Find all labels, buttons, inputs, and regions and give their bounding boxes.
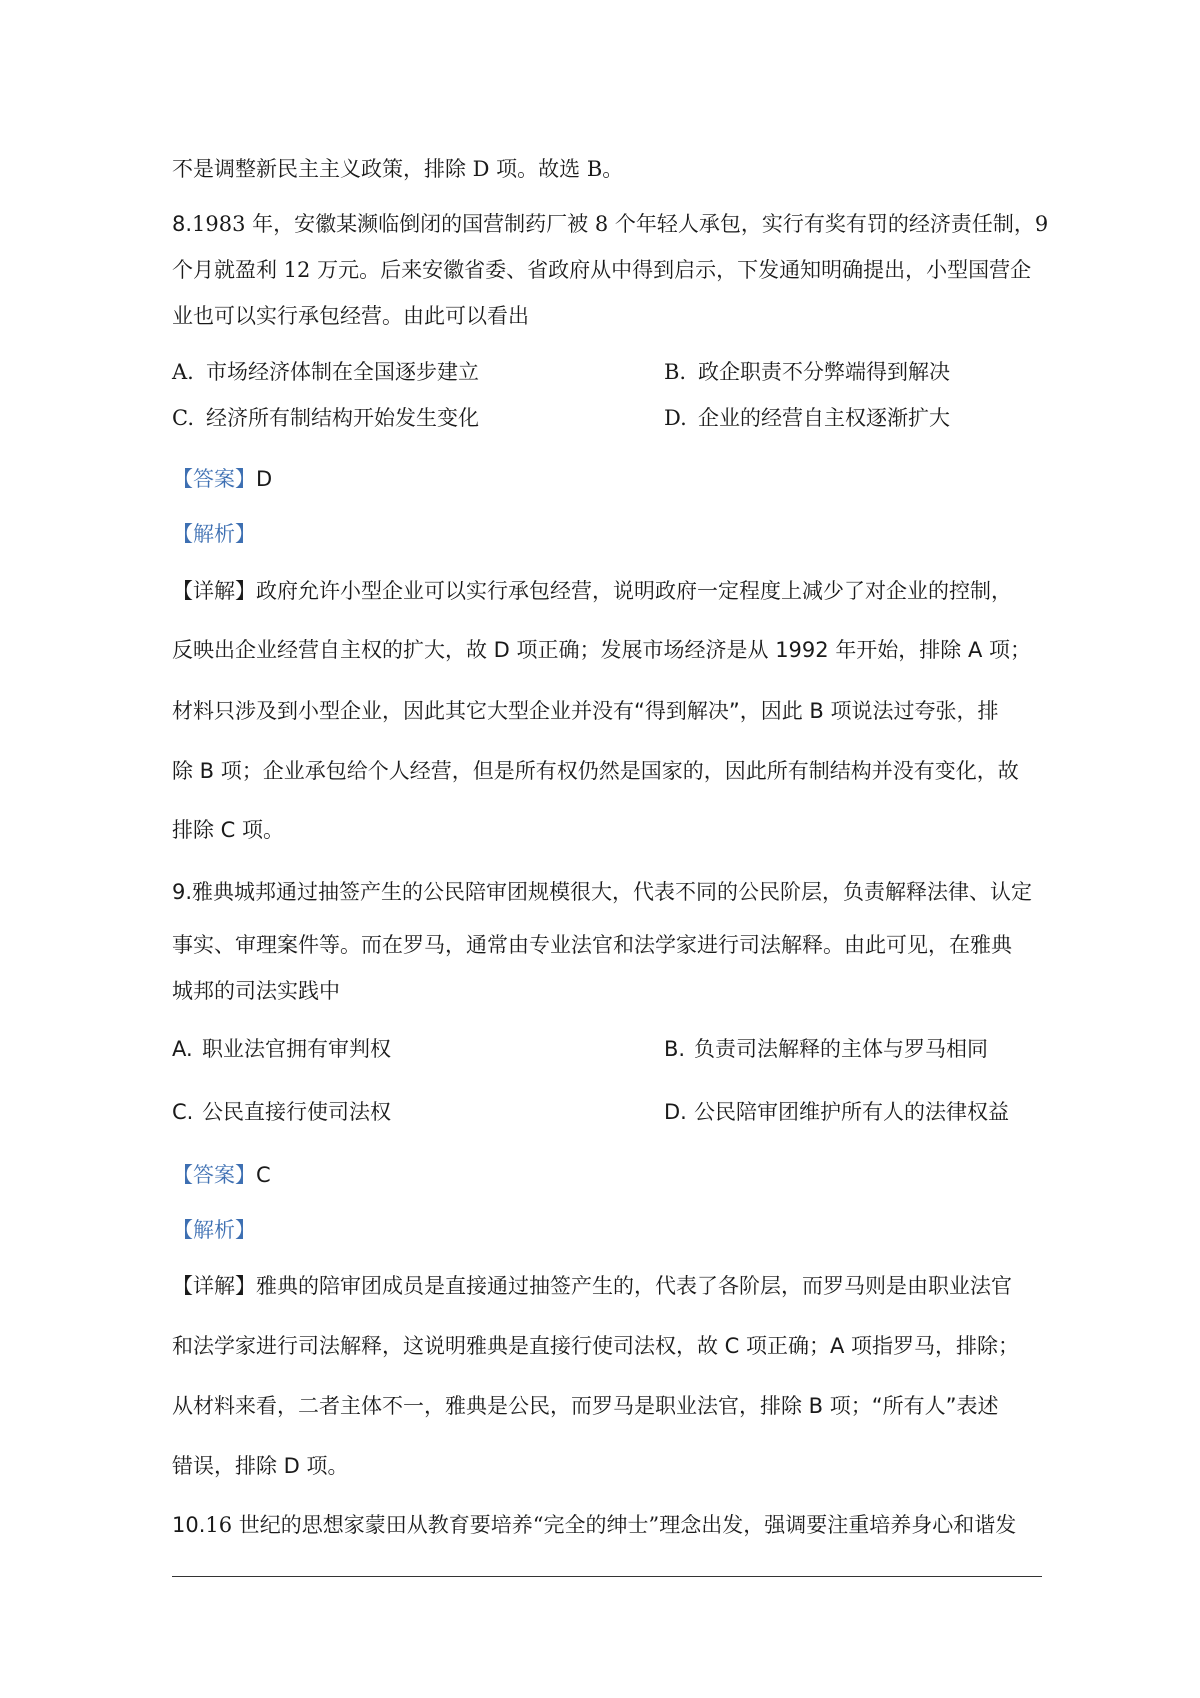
q9-option-d-letter: D.	[664, 1100, 687, 1124]
q9-option-d-text: 公民陪审团维护所有人的法律权益	[694, 1100, 1009, 1124]
q8-option-b	[664, 357, 950, 387]
q8-answer-value: D	[256, 467, 273, 491]
q9-option-c-text: 公民直接行使司法权	[202, 1100, 391, 1124]
q8-stem-text-1: 1983 年，安徽某濒临倒闭的国营制药厂被 8 个年轻人承包，实行有奖有罚的经济责任制，9	[192, 212, 1049, 236]
q9-option-d	[664, 1097, 1009, 1127]
intro-line: 不是调整新民主主义政策，排除 D 项。故选 B。	[172, 157, 624, 181]
q9-option-b-letter: B.	[664, 1037, 686, 1061]
q9-detail-text-1: 雅典的陪审团成员是直接通过抽签产生的，代表了各阶层，而罗马则是由职业法官	[256, 1274, 1012, 1298]
q8-option-c	[172, 403, 479, 433]
q9-analysis-label: 【解析】	[172, 1218, 256, 1242]
q8-detail-text-1: 政府允许小型企业可以实行承包经营，说明政府一定程度上减少了对企业的控制，	[256, 579, 1012, 603]
q9-stem-line-2: 事实、审理案件等。而在罗马，通常由专业法官和法学家进行司法解释。由此可见，在雅典	[172, 933, 1012, 957]
q8-option-a	[172, 357, 479, 387]
q9-option-b-text: 负责司法解释的主体与罗马相同	[694, 1037, 988, 1061]
q8-stem-line-3: 业也可以实行承包经营。由此可以看出	[172, 304, 529, 328]
q8-option-c-text: 经济所有制结构开始发生变化	[206, 406, 479, 430]
q9-analysis-heading	[172, 1215, 1042, 1245]
q9-detail-line-3: 从材料来看，二者主体不一，雅典是公民，而罗马是职业法官，排除 B 项；“所有人”表述	[172, 1394, 999, 1418]
q8-option-a-letter: A.	[172, 360, 194, 384]
q9-detail-line-2: 和法学家进行司法解释，这说明雅典是直接行使司法权，故 C 项正确；A 项指罗马，排除；	[172, 1334, 1020, 1358]
q9-option-a	[172, 1034, 391, 1064]
q8-stem-line-1	[172, 209, 1049, 239]
q10-stem-text-1: 16 世纪的思想家蒙田从教育要培养“完全的绅士”理念出发，强调要注重培养身心和谐发	[205, 1513, 1017, 1537]
q8-detail-line-4: 除 B 项；企业承包给个人经营，但是所有权仍然是国家的，因此所有制结构并没有变化，故	[172, 759, 1019, 783]
q9-number: 9.	[172, 880, 193, 904]
q8-detail-line-3: 材料只涉及到小型企业，因此其它大型企业并没有“得到解决”，因此 B 项说法过夸张，排	[172, 699, 999, 723]
q8-analysis-label: 【解析】	[172, 522, 256, 546]
q9-detail-line-1	[172, 1271, 1042, 1301]
q9-option-c-letter: C.	[172, 1100, 194, 1124]
q9-option-a-letter: A.	[172, 1037, 193, 1061]
q9-option-c	[172, 1097, 391, 1127]
q9-answer-value: C	[256, 1163, 271, 1187]
q9-option-a-text: 职业法官拥有审判权	[202, 1037, 391, 1061]
q8-option-d-text: 企业的经营自主权逐渐扩大	[698, 406, 950, 430]
q8-answer-label: 【答案】	[172, 467, 256, 491]
q8-option-c-letter: C.	[172, 406, 194, 430]
q10-stem-line-1	[172, 1510, 1042, 1540]
q8-detail-line-1	[172, 576, 1042, 606]
q9-answer	[172, 1160, 1042, 1190]
q8-option-b-text: 政企职责不分弊端得到解决	[698, 360, 950, 384]
q9-stem-line-1	[172, 877, 1042, 907]
q8-option-b-letter: B.	[664, 360, 687, 384]
q8-analysis-heading	[172, 519, 1042, 549]
q8-option-d	[664, 403, 950, 433]
q9-stem-line-3: 城邦的司法实践中	[172, 979, 340, 1003]
q9-detail-label: 【详解】	[172, 1274, 256, 1298]
q8-stem-line-2: 个月就盈利 12 万元。后来安徽省委、省政府从中得到启示，下发通知明确提出，小型国营企	[172, 258, 1032, 282]
q8-option-d-letter: D.	[664, 406, 687, 430]
q8-number: 8.	[172, 212, 193, 236]
q8-detail-line-2: 反映出企业经营自主权的扩大，故 D 项正确；发展市场经济是从 1992 年开始，排除 A 项；	[172, 638, 1032, 662]
q8-detail-line-5: 排除 C 项。	[172, 818, 285, 842]
q8-detail-label: 【详解】	[172, 579, 256, 603]
q8-option-a-text: 市场经济体制在全国逐步建立	[206, 360, 479, 384]
q8-answer	[172, 464, 1042, 494]
q9-stem-text-1: 雅典城邦通过抽签产生的公民陪审团规模很大，代表不同的公民阶层，负责解释法律、认定	[192, 880, 1033, 904]
q9-option-b	[664, 1034, 988, 1064]
footer-divider	[172, 1576, 1042, 1577]
q9-answer-label: 【答案】	[172, 1163, 256, 1187]
q10-number: 10.	[172, 1513, 206, 1537]
q9-detail-line-4: 错误，排除 D 项。	[172, 1454, 349, 1478]
